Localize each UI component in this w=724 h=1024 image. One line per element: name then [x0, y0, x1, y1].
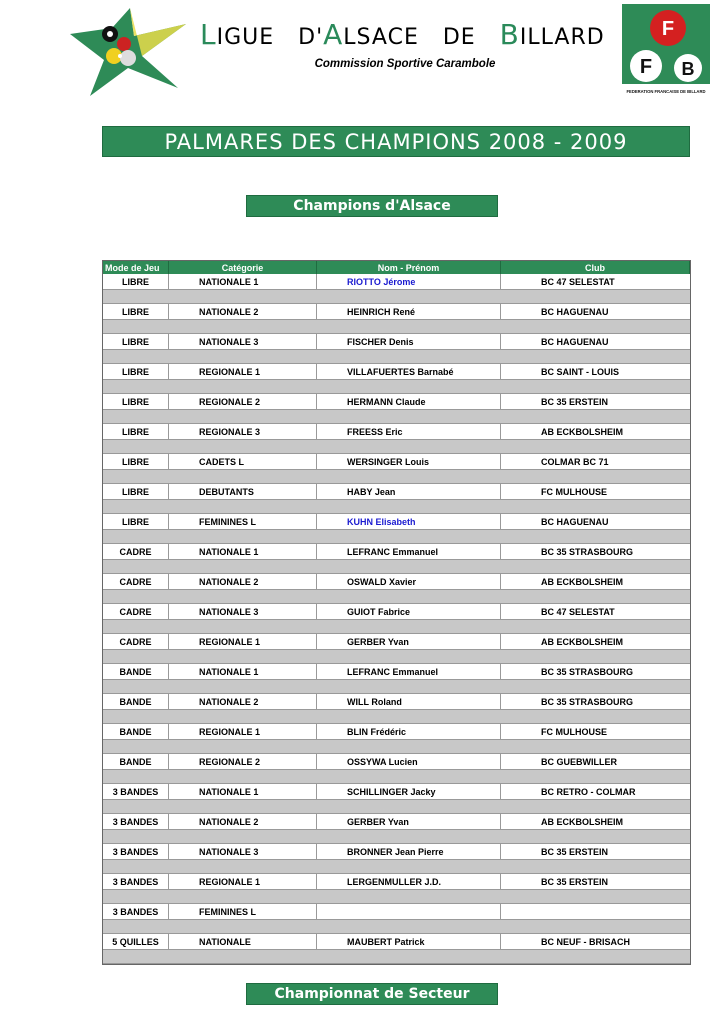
cell-club: COLMAR BC 71: [541, 456, 609, 467]
ffb-logo: [622, 4, 710, 96]
cell-category: REGIONALE 1: [169, 634, 317, 649]
cell-category: REGIONALE 1: [169, 724, 317, 739]
cell-club: AB ECKBOLSHEIM: [541, 636, 624, 647]
cell-mode: LIBRE: [103, 334, 169, 349]
table-row: [103, 844, 690, 860]
row-separator: [103, 770, 690, 784]
cell-mode: LIBRE: [103, 274, 169, 289]
cell-club: AB ECKBOLSHEIM: [541, 576, 624, 587]
cell-category: REGIONALE 2: [169, 754, 317, 769]
row-separator: [103, 380, 690, 394]
cell-name: GUIOT Fabrice: [317, 604, 501, 619]
cell-name: HABY Jean: [317, 484, 501, 499]
table-body: [103, 274, 690, 964]
row-separator: [103, 830, 690, 844]
cell-category: NATIONALE 1: [169, 664, 317, 679]
table-row: [103, 814, 690, 830]
cell-category: REGIONALE 1: [169, 874, 317, 889]
cell-category: NATIONALE: [169, 934, 317, 949]
cell-name: HERMANN Claude: [317, 394, 501, 409]
row-separator: [103, 590, 690, 604]
table-row: [103, 934, 690, 950]
table-row: [103, 634, 690, 650]
row-separator: [103, 860, 690, 874]
league-title: LIGUE D'ALSACE DE BILLARD: [200, 18, 605, 51]
cell-mode: 3 BANDES: [103, 844, 169, 859]
cell-name: SCHILLINGER Jacky: [317, 784, 501, 799]
cell-category: NATIONALE 1: [169, 544, 317, 559]
cell-mode: BANDE: [103, 724, 169, 739]
cell-mode: LIBRE: [103, 424, 169, 439]
cell-category: NATIONALE 1: [169, 784, 317, 799]
cell-mode: BANDE: [103, 754, 169, 769]
cell-mode: CADRE: [103, 574, 169, 589]
row-separator: [103, 680, 690, 694]
subtitle: Commission Sportive Carambole: [314, 58, 496, 70]
cell-club: AB ECKBOLSHEIM: [541, 816, 624, 827]
cell-name: [317, 904, 501, 919]
cell-category: REGIONALE 3: [169, 424, 317, 439]
cell-category: NATIONALE 3: [169, 334, 317, 349]
cell-name: HEINRICH René: [317, 304, 501, 319]
col-header-club: Club: [501, 261, 690, 274]
table-row: [103, 784, 690, 800]
cell-category: NATIONALE 2: [169, 304, 317, 319]
row-separator: [103, 620, 690, 634]
table-row: [103, 424, 690, 440]
league-logo: [68, 6, 188, 98]
cell-club: BC HAGUENAU: [541, 336, 609, 347]
cell-club: BC GUEBWILLER: [541, 756, 617, 767]
table-row: [103, 724, 690, 740]
cell-mode: BANDE: [103, 694, 169, 709]
row-separator: [103, 320, 690, 334]
table-row: [103, 754, 690, 770]
ffb-letter-b: B: [681, 59, 695, 79]
cell-category: NATIONALE 3: [169, 844, 317, 859]
cell-mode: 3 BANDES: [103, 904, 169, 919]
cell-category: REGIONALE 2: [169, 394, 317, 409]
table-row: [103, 514, 690, 530]
cell-club: BC 47 SELESTAT: [541, 606, 615, 617]
cell-mode: CADRE: [103, 604, 169, 619]
cell-mode: LIBRE: [103, 394, 169, 409]
cell-club: BC 35 ERSTEIN: [541, 396, 609, 407]
cell-category: DEBUTANTS: [169, 484, 317, 499]
ffb-letter-f2: F: [639, 56, 653, 78]
cell-category: FEMININES L: [169, 904, 317, 919]
cell-category: NATIONALE 1: [169, 274, 317, 289]
row-separator: [103, 560, 690, 574]
row-separator: [103, 470, 690, 484]
cell-mode: CADRE: [103, 544, 169, 559]
row-separator: [103, 740, 690, 754]
cell-name: MAUBERT Patrick: [317, 934, 501, 949]
col-header-category: Catégorie: [169, 261, 317, 274]
cell-mode: 3 BANDES: [103, 784, 169, 799]
table-row: [103, 604, 690, 620]
row-separator: [103, 290, 690, 304]
cell-name: WERSINGER Louis: [317, 454, 501, 469]
table-row: [103, 454, 690, 470]
cell-mode: LIBRE: [103, 484, 169, 499]
cell-name: GERBER Yvan: [317, 634, 501, 649]
cell-category: REGIONALE 1: [169, 364, 317, 379]
cell-name: OSSYWA Lucien: [317, 754, 501, 769]
table-row: [103, 574, 690, 590]
col-header-mode: Mode de Jeu: [103, 261, 169, 274]
cell-name: FISCHER Denis: [317, 334, 501, 349]
cell-category: FEMININES L: [169, 514, 317, 529]
cell-category: NATIONALE 3: [169, 604, 317, 619]
cell-club: BC 35 STRASBOURG: [541, 666, 634, 677]
row-separator: [103, 410, 690, 424]
cell-name: BRONNER Jean Pierre: [317, 844, 501, 859]
cell-mode: LIBRE: [103, 514, 169, 529]
table-row: [103, 694, 690, 710]
cell-club: AB ECKBOLSHEIM: [541, 426, 624, 437]
cell-club: BC 35 STRASBOURG: [541, 546, 634, 557]
table-row: [103, 364, 690, 380]
cell-name: FREESS Eric: [317, 424, 501, 439]
cell-name: OSWALD Xavier: [317, 574, 501, 589]
row-separator: [103, 800, 690, 814]
cell-name: BLIN Frédéric: [317, 724, 501, 739]
cell-name: RIOTTO Jérome: [317, 274, 501, 289]
cell-category: NATIONALE 2: [169, 814, 317, 829]
cell-club: BC SAINT - LOUIS: [541, 366, 619, 377]
cell-club: BC RETRO - COLMAR: [541, 786, 636, 797]
col-header-name: Nom - Prénom: [317, 261, 501, 274]
cell-mode: 5 QUILLES: [103, 934, 169, 949]
cell-mode: LIBRE: [103, 364, 169, 379]
cell-mode: 3 BANDES: [103, 874, 169, 889]
title-l: L: [200, 18, 217, 51]
cell-mode: CADRE: [103, 634, 169, 649]
cell-name: KUHN Elisabeth: [317, 514, 501, 529]
row-separator: [103, 350, 690, 364]
cell-club: BC 35 STRASBOURG: [541, 696, 634, 707]
table-row: [103, 394, 690, 410]
row-separator: [103, 440, 690, 454]
cell-name: LEFRANC Emmanuel: [317, 664, 501, 679]
row-separator: [103, 650, 690, 664]
cell-club: BC 35 ERSTEIN: [541, 876, 609, 887]
cell-name: LERGENMULLER J.D.: [317, 874, 501, 889]
cell-club: BC NEUF - BRISACH: [541, 936, 630, 947]
cell-category: NATIONALE 2: [169, 574, 317, 589]
cell-club: BC 35 ERSTEIN: [541, 846, 609, 857]
table-header: [103, 261, 690, 274]
cell-category: CADETS L: [169, 454, 317, 469]
table-row: [103, 274, 690, 290]
cell-club: BC HAGUENAU: [541, 306, 609, 317]
cell-club: BC 47 SELESTAT: [541, 276, 615, 287]
ffb-caption: FEDERATION FRANCAISE DE BILLARD: [626, 89, 706, 94]
section-championnat-secteur: Championnat de Secteur: [246, 983, 498, 1005]
table-row: [103, 304, 690, 320]
cell-mode: LIBRE: [103, 304, 169, 319]
cell-name: LEFRANC Emmanuel: [317, 544, 501, 559]
cell-category: NATIONALE 2: [169, 694, 317, 709]
cell-mode: LIBRE: [103, 454, 169, 469]
cell-name: WILL Roland: [317, 694, 501, 709]
cell-club: [501, 904, 690, 919]
row-separator: [103, 530, 690, 544]
cell-name: VILLAFUERTES Barnabé: [317, 364, 501, 379]
row-separator: [103, 710, 690, 724]
table-row: [103, 664, 690, 680]
table-row: [103, 484, 690, 500]
cell-club: BC HAGUENAU: [541, 516, 609, 527]
cell-club: FC MULHOUSE: [541, 726, 607, 737]
row-separator: [103, 500, 690, 514]
cell-name: GERBER Yvan: [317, 814, 501, 829]
table-row: [103, 544, 690, 560]
row-separator: [103, 950, 690, 964]
section-champions-alsace: Champions d'Alsace: [246, 195, 498, 217]
champions-table: [102, 260, 691, 965]
ffb-letter-f1: F: [661, 18, 675, 40]
cell-mode: 3 BANDES: [103, 814, 169, 829]
page-banner: PALMARES DES CHAMPIONS 2008 - 2009: [102, 126, 690, 157]
cell-club: FC MULHOUSE: [541, 486, 607, 497]
table-row: [103, 334, 690, 350]
row-separator: [103, 920, 690, 934]
table-row: [103, 904, 690, 920]
cell-mode: BANDE: [103, 664, 169, 679]
table-row: [103, 874, 690, 890]
row-separator: [103, 890, 690, 904]
